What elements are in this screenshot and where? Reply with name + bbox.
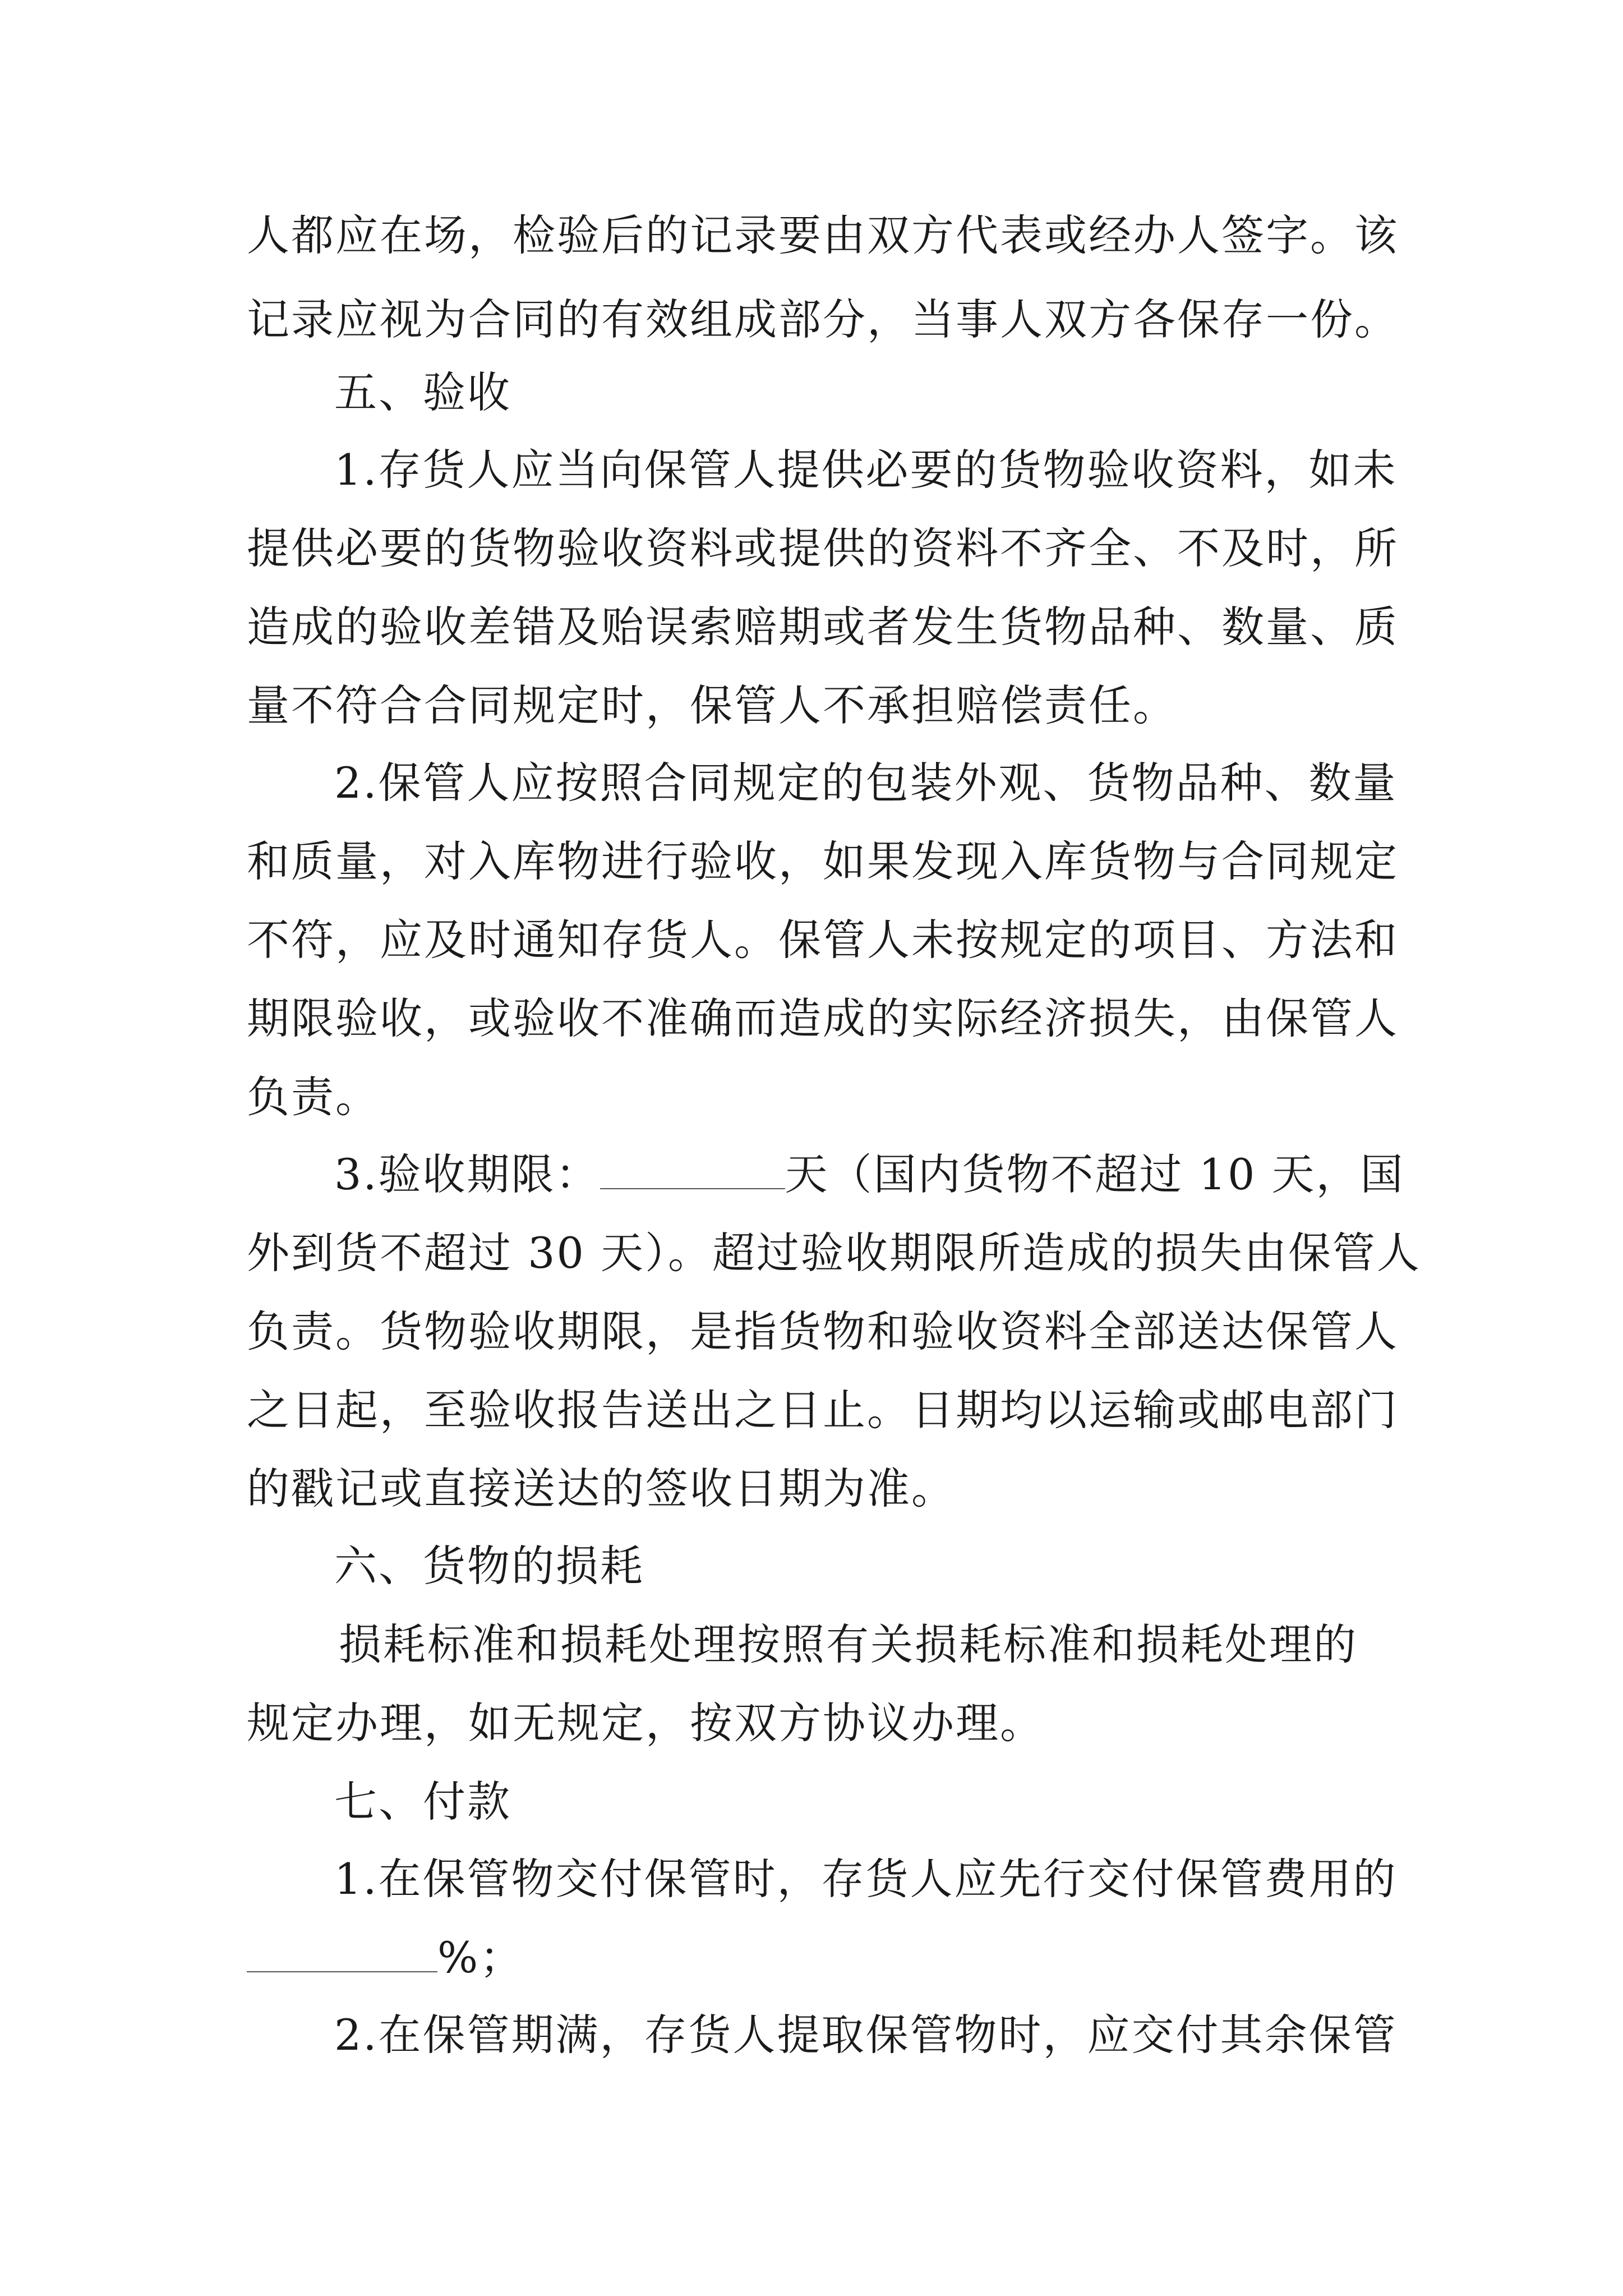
paragraph-line: 规定办理，如无规定，按双方协议办理。 xyxy=(247,1698,1044,1748)
paragraph-line: 外到货不超过 30 天）。超过验收期限所造成的损失由保管人 xyxy=(247,1228,1422,1278)
paragraph-line: 的戳记或直接送达的签收日期为准。 xyxy=(247,1464,956,1513)
line-text: %； xyxy=(437,1932,524,1982)
paragraph-line: 之日起，至验收报告送出之日止。日期均以运输或邮电部门 xyxy=(247,1385,1399,1435)
fill-in-blank xyxy=(600,1153,785,1189)
paragraph-line: 负责。货物验收期限，是指货物和验收资料全部送达保管人 xyxy=(247,1306,1399,1356)
paragraph-line: 期限验收，或验收不准确而造成的实际经济损失，由保管人 xyxy=(247,993,1399,1043)
paragraph-line: 人都应在场，检验后的记录要由双方代表或经办人签字。该 xyxy=(247,210,1399,260)
paragraph-line: 不符，应及时通知存货人。保管人未按规定的项目、方法和 xyxy=(247,915,1399,965)
paragraph-line: 记录应视为合同的有效组成部分，当事人双方各保存一份。 xyxy=(247,295,1399,344)
section-heading: 五、验收 xyxy=(334,367,511,417)
line-text: 天（国内货物不超过 10 天，国 xyxy=(785,1149,1405,1199)
paragraph-line: 负责。 xyxy=(247,1072,380,1122)
paragraph-line: 和质量，对入库物进行验收，如果发现入库货物与合同规定 xyxy=(247,836,1399,886)
paragraph-line: 1.存货人应当向保管人提供必要的货物验收资料，如未 xyxy=(334,445,1398,495)
paragraph-line: 提供必要的货物验收资料或提供的资料不齐全、不及时，所 xyxy=(247,523,1399,573)
paragraph-line: 量不符合合同规定时，保管人不承担赔偿责任。 xyxy=(247,680,1177,730)
paragraph-line: 2.在保管期满，存货人提取保管物时，应交付其余保管 xyxy=(334,2010,1398,2060)
paragraph-line xyxy=(334,1148,1478,1204)
paragraph-line: 2.保管人应按照合同规定的包装外观、货物品种、数量 xyxy=(334,758,1398,808)
line-text: 3.验收期限： xyxy=(334,1149,600,1199)
paragraph-line: 损耗标准和损耗处理按照有关损耗标准和损耗处理的 xyxy=(339,1619,1358,1669)
fill-in-blank xyxy=(247,1936,437,1972)
section-heading: 七、付款 xyxy=(334,1777,511,1826)
section-heading: 六、货物的损耗 xyxy=(334,1541,644,1591)
paragraph-line: 1.在保管物交付保管时，存货人应先行交付保管费用的 xyxy=(334,1854,1398,1904)
paragraph-line: 造成的验收差错及贻误索赔期或者发生货物品种、数量、质 xyxy=(247,602,1399,652)
paragraph-line xyxy=(247,1931,1391,1987)
